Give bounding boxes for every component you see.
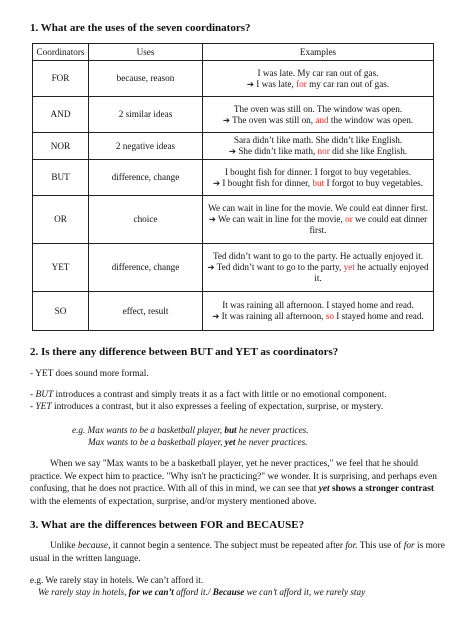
- yet-description: - YET introduces a contrast, but it also expresses a feeling of expectation, surprise, or mystery.: [30, 402, 384, 412]
- example-combined-pre: I bought fish for dinner,: [222, 177, 313, 188]
- example-combined-post: my car ran out of gas.: [306, 78, 390, 89]
- section3-title: 3. What are the differences between FOR and BECAUSE?: [30, 519, 305, 532]
- example-hotels-2: We rarely stay in hotels, for we can’t afford it./ Because we can’t afford it, we rarely stay: [38, 586, 366, 597]
- coordinator-cell: AND: [33, 97, 89, 133]
- example-separate: We can wait in line for the movie. We could eat dinner first.: [208, 203, 428, 213]
- arrow-icon: ➔: [208, 214, 216, 224]
- table-row: [33, 97, 434, 133]
- table-row: [33, 196, 434, 244]
- arrow-icon: ➔: [222, 114, 231, 125]
- use-cell: choice: [89, 196, 203, 244]
- coordinator-cell: SO: [33, 292, 89, 331]
- example-combined-post: the window was open.: [328, 114, 414, 125]
- coordinator-cell: BUT: [33, 160, 89, 196]
- use-cell: 2 negative ideas: [89, 133, 203, 160]
- example-cell: [203, 133, 434, 160]
- example-separate: I was late. My car ran out of gas.: [257, 67, 379, 78]
- coordinator-cell: NOR: [33, 133, 89, 160]
- example-cell: [203, 97, 434, 133]
- header-coordinators: Coordinators: [33, 44, 89, 61]
- section2-title: 2. Is there any difference between BUT and YET as coordinators?: [30, 346, 339, 358]
- example-yet: Max wants to be a basketball player, yet he never practices.: [88, 437, 308, 447]
- coordinator-highlight: and: [315, 114, 329, 125]
- coordinator-highlight: for: [296, 78, 307, 89]
- table-row: [33, 160, 434, 196]
- table-header-row: [33, 44, 434, 61]
- example-separate: It was raining all afternoon. I stayed home and read.: [222, 300, 414, 310]
- coordinator-cell: FOR: [33, 61, 89, 97]
- but-description: - BUT introduces a contrast and simply treats it as a fact with little or no emotional component.: [30, 390, 387, 400]
- example-cell: [203, 61, 434, 97]
- use-cell: effect, result: [89, 292, 203, 331]
- use-cell: difference, change: [89, 244, 203, 292]
- example-separate: The oven was still on. The window was open.: [233, 103, 403, 114]
- yet-term: YET: [35, 402, 52, 412]
- coordinator-highlight: so: [325, 311, 334, 321]
- coordinators-table: [32, 43, 434, 331]
- coordinator-highlight: or: [345, 214, 353, 224]
- arrow-icon: ➔: [213, 177, 221, 188]
- example-combined-post: did she like English.: [329, 146, 408, 156]
- example-combined-post: I stayed home and read.: [333, 311, 424, 321]
- example-but: e.g. Max wants to be a basketball player, but he never practices.: [72, 425, 309, 435]
- arrow-icon: ➔: [246, 78, 254, 89]
- header-examples: Examples: [203, 44, 434, 61]
- coordinator-cell: YET: [33, 244, 89, 292]
- example-combined-pre: It was raining all afternoon,: [221, 311, 326, 321]
- but-term: BUT: [35, 390, 54, 400]
- example-cell: [203, 196, 434, 244]
- yet-formal-line: - YET does sound more formal.: [30, 369, 149, 379]
- example-separate: Sara didn’t like math. She didn’t like English.: [233, 135, 403, 145]
- example-combined-pre: The oven was still on,: [232, 114, 316, 125]
- use-cell: because, reason: [89, 61, 203, 97]
- table-row: [33, 133, 434, 160]
- arrow-icon: ➔: [228, 146, 237, 156]
- example-combined-post: I forgot to buy vegetables.: [324, 177, 423, 188]
- example-separate: Ted didn’t want to go to the party. He actually enjoyed it.: [212, 251, 424, 261]
- table-row: [33, 61, 434, 97]
- coordinator-highlight: but: [312, 177, 325, 188]
- example-cell: [203, 244, 434, 292]
- table-row: [33, 292, 434, 331]
- example-combined-post: he actually enjoyed it.: [314, 262, 429, 283]
- example-combined-pre: Ted didn’t want to go to the party,: [216, 262, 344, 272]
- example-combined-pre: We can wait in line for the movie,: [218, 214, 346, 224]
- coordinator-cell: OR: [33, 196, 89, 244]
- example-combined-pre: She didn’t like math,: [238, 146, 318, 156]
- example-combined-post: we could eat dinner first.: [309, 214, 428, 235]
- coordinator-highlight: nor: [317, 146, 330, 156]
- use-cell: 2 similar ideas: [89, 97, 203, 133]
- header-uses: Uses: [89, 44, 203, 61]
- table-row: [33, 244, 434, 292]
- example-separate: I bought fish for dinner. I forgot to buy vegetables.: [224, 166, 412, 177]
- yet-explanation-paragraph: When we say "Max wants to be a basketball player, yet he never practices," we feel that he should practice. We expect him to practice. "Why isn't he practicing?" we wonder. It is surprising, and perhaps even confusing, that he does not practice. With all of this in mind, we can see that yet shows a stronger contrast with the elements of expectation, surprise, and/or mystery mentioned above.: [30, 459, 437, 507]
- for-usage-paragraph: Unlike because, it cannot begin a sentence. The subject must be repeated after for. This use of for is more usual in the written language.: [30, 541, 445, 564]
- use-cell: difference, change: [89, 160, 203, 196]
- example-cell: [203, 160, 434, 196]
- arrow-icon: ➔: [207, 262, 215, 272]
- section1-title: 1. What are the uses of the seven coordinators?: [30, 22, 251, 34]
- coordinator-highlight: yet: [343, 262, 355, 272]
- example-cell: [203, 292, 434, 331]
- example-hotels-1: e.g. We rarely stay in hotels. We can’t afford it.: [30, 574, 204, 585]
- arrow-icon: ➔: [212, 311, 220, 321]
- example-combined-pre: I was late,: [256, 78, 297, 89]
